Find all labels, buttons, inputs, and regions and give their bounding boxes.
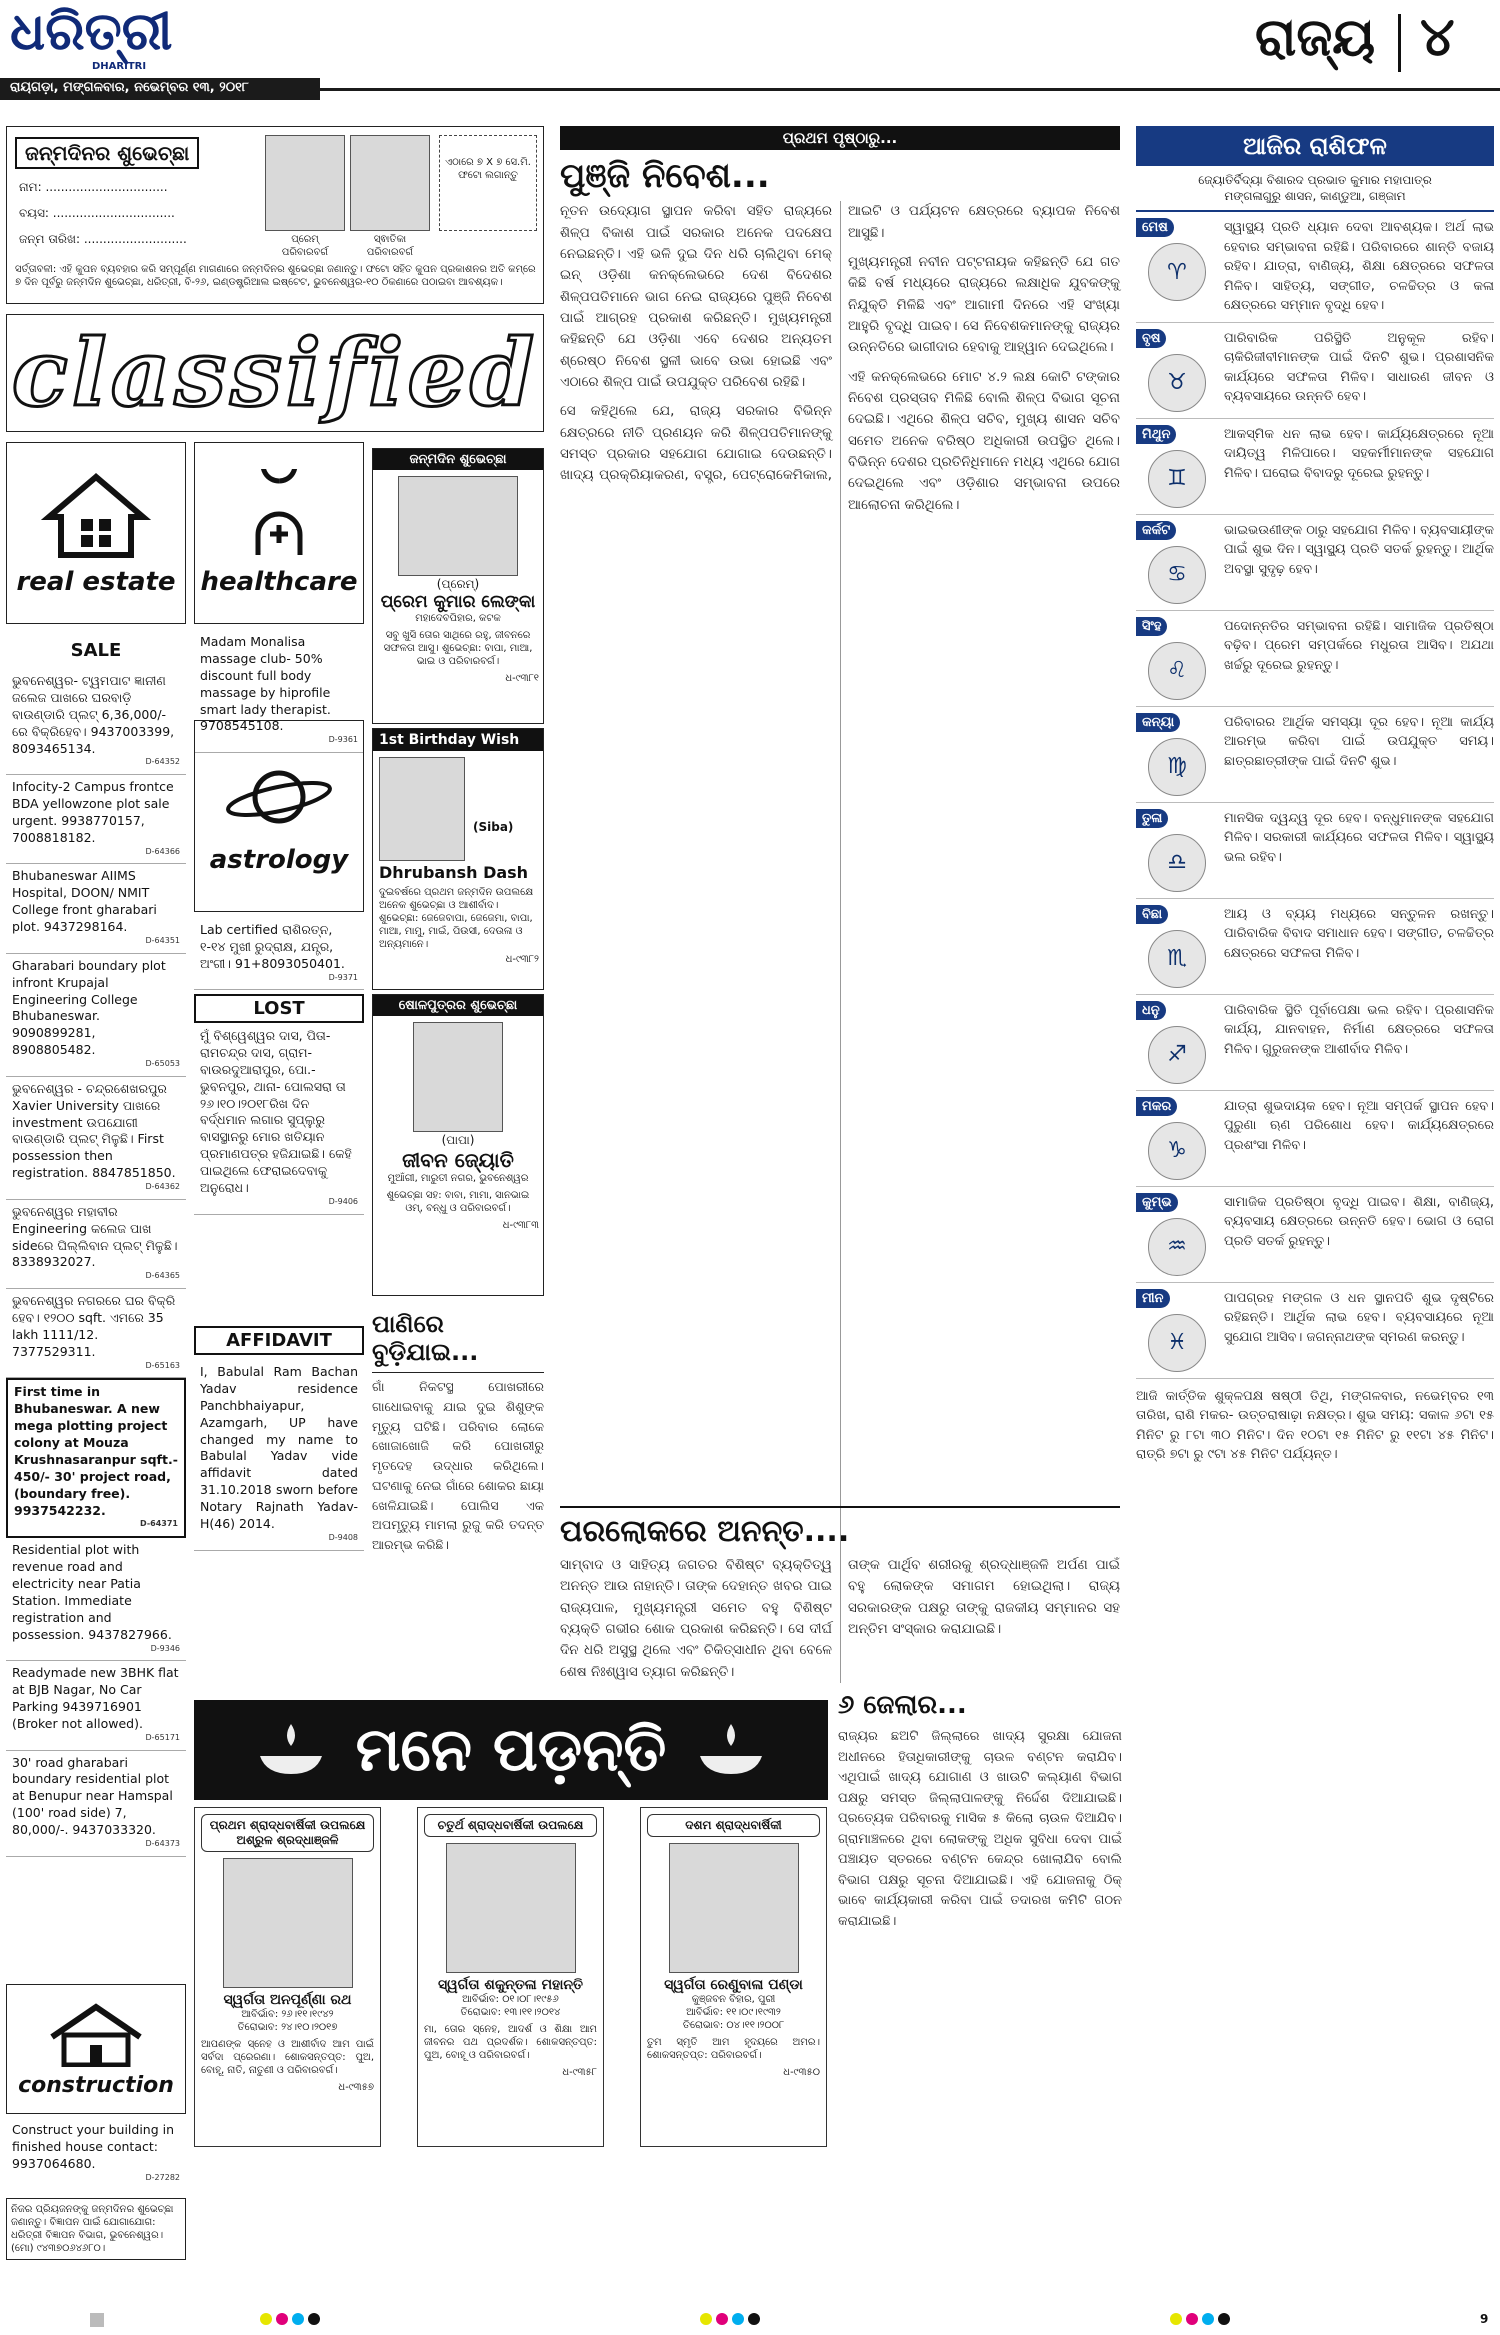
article-headline: ପରଲୋକରେ ଅନନ୍ତ.... (560, 1514, 850, 1549)
greeting-code: ଧ-୯୩୮୨ (505, 954, 539, 965)
list-item: Infocity-2 Campus frontce BDA yellowzone plot sale urgent. 9938770157, 7008818182. D-64366 (6, 775, 186, 864)
sign-name: ବିଛା (1136, 905, 1168, 924)
birthday-field-age[interactable]: ବୟସ: ................................ (19, 206, 175, 220)
dateline: ରାୟଗଡ଼ା, ମଙ୍ଗଳବାର, ନଭେମ୍ବର ୧୩, ୨୦୧୮ (10, 80, 249, 95)
virgo-icon: ♍ (1148, 738, 1206, 796)
healthcare-label: healthcare (200, 567, 358, 597)
sign-name: ମକର (1136, 1097, 1177, 1116)
real-estate-label: real estate (16, 567, 176, 597)
astrology-ad: Lab certified ରାଶିରତ୍ନ, ୧-୧୪ ମୁଖୀ ରୁଦ୍ରାକ୍ଷ, ଯନ୍ତ୍ର, ଅଂଗୀ। 91+8093050401. D-9371 (194, 918, 364, 990)
almanac: ଆଜି କାର୍ତ୍ତିକ ଶୁକ୍ଳପକ୍ଷ ଷଷ୍ଠୀ ତିଥି, ମଙ୍ଗଳବାର, ନଭେମ୍ବର ୧୩ ତାରିଖ, ରାଶି ମକର- ଉତ୍ତରାଷାଢ଼ା ନକ୍ଷତ୍ର। ଶୁଭ ସମୟ: ସକାଳ ୬ଟା ୧୫ ମିନିଟ ରୁ ୮ଟା ୩୦ ମିନିଟ। ଦିନ ୧୦ଟା ୧୫ ମିନିଟ ରୁ ୧୧ଟା ୪୫ ମିନିଟ। ରାତ୍ରି ୭ଟା ରୁ ୯ଟା ୪୫ ମିନିଟ ପର୍ଯ୍ୟନ୍ତ। (1136, 1388, 1494, 1463)
sign-name: କର୍କଟ (1136, 521, 1176, 540)
affidavit-ad: I, Babulal Ram Bachan Yadav residence Panchbhaiyapur, Azamgarh, UP have changed my name to Babulal Yadav vide affidavit dated 31.10.2018 sworn before Notary Rajnath Yadav- H(46) 2014. D-9408 (194, 1360, 364, 1551)
house-icon (41, 469, 151, 559)
lamp-icon (256, 1720, 326, 1780)
greeting-code: ଧ-୯୩୮୧ (505, 673, 539, 685)
list-item: ଭୁବନେଶ୍ୱର- ଟ୍ୱମପାଟ ଜ୍ଞାନୀଣ ଜଲେଜ ପାଖରେ ଘରବାଡ଼ି ବାଉଣ୍ଡାରି ପ୍ଲଟ୍ 6,36,000/-ରେ ବିକ୍ରିହେବ। 9437003399, 8093465134. D-64352 (6, 669, 186, 775)
article-headline: ପୁଞ୍ଜି ନିବେଶ... (560, 156, 770, 196)
print-marks (0, 2305, 1500, 2335)
greeting-caption: (ପାପା) (441, 1133, 475, 1147)
article-paragraph: ନୂତନ ଉଦ୍ୟୋଗ ସ୍ଥାପନ କରିବା ସହିତ ରାଜ୍ୟରେ ଶିଳ୍ପ ବିକାଶ ପାଇଁ ସରକାର ଅନେକ ପଦକ୍ଷେପ ନେଇଛନ୍ତି। ଏହି ଭଳି ଦୁଇ ଦିନ ଧରି ଚାଲିଥିବା ମେକ୍ ଇନ୍ ଓଡ଼ିଶା କନକ୍ଲେଭରେ ଦେଶ ବିଦେଶର ଶିଳ୍ପପତିମାନେ ଭାଗ ନେଇ ରାଜ୍ୟରେ ପୁଞ୍ଜି ନିବେଶ ପାଇଁ ଆଗ୍ରହ ପ୍ରକାଶ କରିଛନ୍ତି। ମୁଖ୍ୟମନ୍ତ୍ରୀ କହିଛନ୍ତି ଯେ ଓଡ଼ିଶା ଏବେ ଦେଶର ଅନ୍ୟତମ ଶ୍ରେଷ୍ଠ ନିବେଶ ସ୍ଥଳୀ ଭାବେ ଉଭା ହୋଇଛି ଏବଂ ଏଠାରେ ଶିଳ୍ପ ପାଇଁ ଉପଯୁକ୍ତ ପରିବେଶ ରହିଛି। (560, 203, 832, 391)
sign-name: ବୃଷ (1136, 329, 1166, 348)
list-item: First time in Bhubaneswar. A new mega plotting project colony at Mouza Krushnasaranpur sqft.- 450/- 30' project road, (boundary free). 9937542232. D-64371 (6, 1378, 186, 1538)
sign-leo (1136, 611, 1494, 707)
greeting-photo (413, 1022, 503, 1132)
sample-photo-boy (265, 135, 345, 231)
memorial-2 (417, 1807, 604, 2147)
greeting-name: ପ୍ରେମ କୁମାର ଲେଙ୍କା (380, 592, 536, 613)
sign-text: ପାପଗ୍ରହ ମଙ୍ଗଳ ଓ ଧନ ସ୍ଥାନପତି ଶୁଭ ଦୃଷ୍ଟିରେ ରହିଛନ୍ତି। ଆର୍ଥିକ ଲାଭ ହେବ। ବ୍ୟବସାୟରେ ନୂଆ ସୁଯୋଗ ଆସିବ। ଜଗନ୍ନାଥଙ୍କ ସ୍ମରଣ କରନ୍ତୁ। (1224, 1290, 1494, 1345)
horoscope-section (1136, 126, 1494, 1465)
sign-text: ଆୟ ଓ ବ୍ୟୟ ମଧ୍ୟରେ ସନ୍ତୁଳନ ରଖନ୍ତୁ। ପାରିବାରିକ ବିବାଦ ସମାଧାନ ହେବ। ସଙ୍ଗୀତ, ଚଳଚ୍ଚିତ୍ର କ୍ଷେତ୍ରରେ ସଫଳତା ମିଳିବ। (1224, 906, 1494, 961)
sample-photo-girl (350, 135, 430, 231)
greeting-photo (398, 476, 518, 576)
sign-cancer (1136, 515, 1494, 611)
sign-name: ଧନୁ (1136, 1001, 1166, 1020)
greeting-heading: ଷୋଳପୁତ୍ରର ଶୁଭେଚ୍ଛା (373, 995, 543, 1016)
greeting-text: ଶୁଭେଚ୍ଛା ସହ: ବାବା, ମାମା, ସାନଭାଇ ଓମ୍, ବନ୍ଧୁ ଓ ପରିବାରବର୍ଗ। (386, 1190, 530, 1215)
lost-ad: ମୁଁ ବିଶ୍ୱେଶ୍ୱର ଦାସ, ପିତା- ରାମଚନ୍ଦ୍ର ଦାସ, ଗ୍ରାମ- ବାଉରଦୁଆରାପୁର, ପୋ.- ଭୁବନପୁର, ଥାନା- ପୋଲସରା ତା ୨୬।୧୦।୨୦୧୮ରିଖ ଦିନ ବର୍ଦ୍ଧମାନ ଲଗାର ସୁପ୍ଲୁରୁ ବାସସ୍ଥାନରୁ ମୋର ଖତିୟାନ ପ୍ରମାଣପତ୍ର ହଜିଯାଇଛି। କେହି ପାଇଥିଲେ ଫେରାଇଦେବାକୁ ଅନୁରୋଧ। D-9406 (194, 1024, 364, 1215)
footer-page-number: 9 (1480, 2312, 1489, 2326)
sign-name: କୁମ୍ଭ (1136, 1193, 1178, 1212)
article-headline: ୬ ଜେଲାର... (838, 1690, 967, 1720)
memorial-1 (194, 1807, 381, 2147)
astrology-label: astrology (209, 845, 349, 875)
page-number: ୪ (1420, 5, 1455, 68)
memorial-photo (446, 1843, 576, 1973)
memorial-dates: ଆବିର୍ଭାବ: ୦୧।୦୮।୧୯୫୬ ତିରୋଭାବ: ୧୩।୧୧।୨୦୧୪ (460, 1994, 561, 2018)
memorial-code: ଧ-୯୩୫୮ (562, 2067, 597, 2078)
aries-icon: ♈ (1148, 243, 1206, 301)
sign-text: ପାରିବାରିକ ପରିସ୍ଥିତି ଅନୁକୂଳ ରହିବ। ଚାକିରିଜୀବୀମାନଙ୍କ ପାଇଁ ଦିନଟି ଶୁଭ। ପ୍ରଶାସନିକ କାର୍ଯ୍ୟରେ ସଫଳତା ମିଳିବ। ସାଧାରଣ ଜୀବନ ଓ ବ୍ୟବସାୟରେ ଉନ୍ନତି ହେବ। (1224, 330, 1494, 405)
greeting-name: ଜୀବନ ଜ୍ୟୋତି (402, 1148, 514, 1173)
memorial-heading: ଚତୁର୍ଥ ଶ୍ରାଦ୍ଧବାର୍ଷିକୀ ଉପଲକ୍ଷେ (424, 1814, 597, 1837)
sign-text: ପରିବାରର ଆର୍ଥିକ ସମସ୍ୟା ଦୂର ହେବ। ନୂଆ କାର୍ଯ୍ୟ ଆରମ୍ଭ କରିବା ପାଇଁ ଉପଯୁକ୍ତ ସମୟ। ଛାତ୍ରଛାତ୍ରୀଙ୍କ ପାଇଁ ଦିନଟି ଶୁଭ। (1224, 714, 1494, 769)
greeting-code: ଧ-୯୩୮୩ (502, 1220, 539, 1232)
capricorn-icon: ♑ (1148, 1122, 1206, 1180)
photo-caption-1: ପ୍ରେମ୍ ପରିବାରବର୍ଗ (281, 234, 329, 258)
article-paragraph: ସେ କହିଥିଲେ ଯେ, ରାଜ୍ୟ ସରକାର ବିଭିନ୍ନ କ୍ଷେତ୍ରରେ ନୀତି ପ୍ରଣୟନ କରି ଶିଳ୍ପପତିମାନଙ୍କୁ ସମସ୍ତ ପ୍ରକାର ସହଯୋଗ ଯୋଗାଇ ଦେଉଛନ୍ତି। ଖାଦ୍ୟ ପ୍ରକ୍ରିୟାକରଣ, ବସ୍ତ୍ର, ପେଟ୍ରୋକେମିକାଲ, ଆଇଟି ଓ ପର୍ଯ୍ୟଟନ କ୍ଷେତ୍ରରେ ବ୍ୟାପକ ନିବେଶ ଆସୁଛି। (560, 203, 1120, 484)
section-name: ରାଜ୍ୟ (1255, 8, 1376, 68)
greeting-box-2 (372, 728, 544, 990)
obituary-article (560, 1506, 1120, 1683)
memorial-3 (640, 1807, 827, 2147)
sign-text: ସାମାଜିକ ପ୍ରତିଷ୍ଠା ବୃଦ୍ଧି ପାଇବ। ଶିକ୍ଷା, ବାଣିଜ୍ୟ, ବ୍ୟବସାୟ କ୍ଷେତ୍ରରେ ଉନ୍ନତି ହେବ। ଭୋଗ ଓ ରୋଗ ପ୍ରତି ସତର୍କ ରୁହନ୍ତୁ। (1224, 1194, 1494, 1249)
taurus-icon: ♉ (1148, 354, 1206, 412)
memorial-text: ଆପଣଙ୍କ ସ୍ନେହ ଓ ଆଶୀର୍ବାଦ ଆମ ପାଇଁ ସର୍ବଦା ପ୍ରେରଣା। ଶୋକସନ୍ତପ୍ତ: ପୁଅ, ବୋହୂ, ନାତି, ନାତୁଣୀ ଓ ପରିବାରବର୍ଗ। (201, 2039, 374, 2076)
classified-footer-note: ନିଜର ପ୍ରିୟଜନଙ୍କୁ ଜନ୍ମଦିନର ଶୁଭେଚ୍ଛା ଜଣାନ୍ତୁ। ବିଜ୍ଞାପନ ପାଇଁ ଯୋଗାଯୋଗ: ଧରିତ୍ରୀ ବିଜ୍ଞାପନ ବିଭାଗ, ଭୁବନେଶ୍ୱର। (ମୋ) ୯୪୩୭୦୬୪୬୮୦। (6, 2198, 186, 2260)
pisces-icon: ♓ (1148, 1314, 1206, 1372)
article-body: ରାଜ୍ୟର ଛଅଟି ଜିଲ୍ଲାରେ ଖାଦ୍ୟ ସୁରକ୍ଷା ଯୋଜନା ଅଧୀନରେ ହିତାଧିକାରୀଙ୍କୁ ଚାଉଳ ବଣ୍ଟନ କରାଯିବ। ଏଥିପାଇଁ ଖାଦ୍ୟ ଯୋଗାଣ ଓ ଖାଉଟି କଲ୍ୟାଣ ବିଭାଗ ପକ୍ଷରୁ ସମସ୍ତ ଜିଲ୍ଲାପାଳଙ୍କୁ ନିର୍ଦ୍ଦେଶ ଦିଆଯାଇଛି। ପ୍ରତ୍ୟେକ ପରିବାରକୁ ମାସିକ ୫ କିଲୋ ଚାଉଳ ଦିଆଯିବ। ଗ୍ରାମାଞ୍ଚଳରେ ଥିବା ଲୋକଙ୍କୁ ଅଧିକ ସୁବିଧା ଦେବା ପାଇଁ ପଞ୍ଚାୟତ ସ୍ତରରେ ବଣ୍ଟନ କେନ୍ଦ୍ର ଖୋଲାଯିବ ବୋଲି ବିଭାଗ ପକ୍ଷରୁ ସୂଚନା ଦିଆଯାଇଛି। ଏହି ଯୋଜନାକୁ ଠିକ୍ ଭାବେ କାର୍ଯ୍ୟକାରୀ କରିବା ପାଇଁ ତଦାରଖ କମିଟି ଗଠନ କରାଯାଇଛି। (838, 1729, 1122, 1929)
memorial-banner-title: ମନେ ପଡ଼ନ୍ତି (355, 1715, 667, 1785)
sagittarius-icon: ♐ (1148, 1026, 1206, 1084)
classified-column-1 (6, 632, 186, 1857)
greeting-name: Dhrubansh Dash (379, 863, 529, 882)
affidavit-heading: AFFIDAVIT (194, 1326, 364, 1355)
astrology-category[interactable] (194, 720, 364, 912)
horoscope-byline: ଜ୍ୟୋତିର୍ବିଦ୍ୟା ବିଶାରଦ ପ୍ରଭାତ କୁମାର ମହାପାତ୍ର ମଙ୍ଗଳାଗୁରୁ ଶାସନ, କାଣ୍ଡୁଆ, ଗଞ୍ଜାମ (1136, 166, 1494, 212)
photo-slot[interactable]: ଏଠାରେ ୭ X ୭ ସେ.ମି. ଫଟୋ ଲଗାନ୍ତୁ (439, 135, 537, 231)
district-article (838, 1690, 1122, 1932)
sign-libra (1136, 803, 1494, 899)
sign-text: ମାନସିକ ଦ୍ୱନ୍ଦ୍ୱ ଦୂର ହେବ। ବନ୍ଧୁମାନଙ୍କ ସହଯୋଗ ମିଳିବ। ସରକାରୀ କାର୍ଯ୍ୟରେ ସଫଳତା ମିଳିବ। ସ୍ୱାସ୍ଥ୍ୟ ଭଲ ରହିବ। (1224, 810, 1494, 865)
list-item: Bhubaneswar AIIMS Hospital, DOON/ NMIT College front gharabari plot. 9437298164. D-64351 (6, 864, 186, 953)
health-icon (234, 469, 324, 559)
sign-text: ପାରିବାରିକ ସ୍ଥିତି ପୂର୍ବାପେକ୍ଷା ଭଲ ରହିବ। ପ୍ରଶାସନିକ କାର୍ଯ୍ୟ, ଯାନବାହନ, ନିର୍ମାଣ କ୍ଷେତ୍ରରେ ସଫଳତା ମିଳିବ। ଗୁରୁଜନଙ୍କ ଆଶୀର୍ବାଦ ମିଳିବ। (1224, 1002, 1494, 1057)
sign-text: ସ୍ୱାସ୍ଥ୍ୟ ପ୍ରତି ଧ୍ୟାନ ଦେବା ଆବଶ୍ୟକ। ଅର୍ଥ ଲାଭ ହେବାର ସମ୍ଭାବନା ରହିଛି। ପରିବାରରେ ଶାନ୍ତି ବଜାୟ ରହିବ। ଯାତ୍ରା, ବାଣିଜ୍ୟ, ଶିକ୍ଷା କ୍ଷେତ୍ରରେ ସଫଳତା ମିଳିବ। ସାହିତ୍ୟ, ସଙ୍ଗୀତ, ଚଳଚ୍ଚିତ୍ର ଓ କଳା କ୍ଷେତ୍ରରେ ସମ୍ମାନ ବୃଦ୍ଧି ହେବ। (1224, 220, 1494, 314)
memorial-text: ମା, ତୋର ସ୍ନେହ, ଆଦର୍ଶ ଓ ଶିକ୍ଷା ଆମ ଜୀବନର ପଥ ପ୍ରଦର୍ଶକ। ଶୋକସନ୍ତପ୍ତ: ପୁଅ, ବୋହୂ ଓ ପରିବାରବର୍ଗ। (424, 2024, 597, 2061)
sign-gemini (1136, 419, 1494, 515)
memorial-banner (194, 1700, 828, 1800)
sign-scorpio (1136, 899, 1494, 995)
list-item: ଭୁବନେଶ୍ୱର ମହାବୀର Engineering କଲେଜ ପାଖ sideରେ ଘିଲ୍ଲିବାନ ପ୍ଲଟ୍ ମିଳୁଛି। 8338932027. D-64365 (6, 1200, 186, 1289)
list-item: 30' road gharabari boundary residential plot at Benupur near Hamspal (100' road side) 7, 80,000/-. 9437033320. D-64373 (6, 1751, 186, 1857)
article-headline: ପାଣିରେ ବୁଡ଼ିଯାଇ... (372, 1310, 544, 1373)
memorial-code: ଧ-୯୩୫୦ (783, 2067, 820, 2078)
planet-icon (224, 757, 334, 837)
sign-capricorn (1136, 1091, 1494, 1187)
masthead-rule (320, 88, 1500, 91)
sign-text: ଭାଇଭଉଣୀଙ୍କ ଠାରୁ ସହଯୋଗ ମିଳିବ। ବ୍ୟବସାୟୀଙ୍କ ପାଇଁ ଶୁଭ ଦିନ। ସ୍ୱାସ୍ଥ୍ୟ ପ୍ରତି ସତର୍କ ରୁହନ୍ତୁ। ଆର୍ଥିକ ଅବସ୍ଥା ସୁଦୃଢ଼ ହେବ। (1224, 522, 1494, 577)
greeting-place: ମହାଦେବପିହାର, କଟକ (415, 613, 501, 625)
article-paragraph: ଏହି କନକ୍ଲେଭରେ ମୋଟ ୪.୨ ଲକ୍ଷ କୋଟି ଟଙ୍କାର ନିବେଶ ପ୍ରସ୍ତାବ ମିଳିଛି ବୋଲି ଶିଳ୍ପ ବିଭାଗ ସୂଚନା ଦେଇଛି। ଏଥିରେ ଶିଳ୍ପ ସଚିବ, ମୁଖ୍ୟ ଶାସନ ସଚିବ ସମେତ ଅନେକ ବରିଷ୍ଠ ଅଧିକାରୀ ଉପସ୍ଥିତ ଥିଲେ। ବିଭିନ୍ନ ଦେଶର ପ୍ରତିନିଧିମାନେ ମଧ୍ୟ ଏଥିରେ ଯୋଗ ଦେଇଥିଲେ ଏବଂ ଓଡ଼ିଶାର ସମ୍ଭାବନା ଉପରେ ଆଲୋଚନା କରିଥିଲେ। (848, 368, 1120, 513)
classified-title: classified (11, 319, 539, 427)
sign-name: କନ୍ୟା (1136, 713, 1180, 732)
greeting-place: ମୁଆଁଗୀ, ମାରୁତୀ ନଗର, ଭୁବନେଶ୍ୱର (387, 1173, 529, 1185)
section-divider (1398, 14, 1401, 72)
memorial-text: ତୁମ ସ୍ମୃତି ଆମ ହୃଦୟରେ ଅମର। ଶୋକସନ୍ତପ୍ତ: ପରିବାରବର୍ଗ। (647, 2037, 820, 2061)
memorial-heading: ପ୍ରଥମ ଶ୍ରାଦ୍ଧବାର୍ଷିକୀ ଉପଲକ୍ଷେ ଅଶ୍ରୁଳ ଶ୍ରଦ୍ଧାଞ୍ଜଳି (201, 1814, 374, 1852)
healthcare-category[interactable] (194, 442, 364, 624)
sign-pisces (1136, 1283, 1494, 1379)
logo-subtitle: DHARITRI (92, 61, 147, 72)
memorial-name: ସ୍ୱର୍ଗତା ଅନପୂର୍ଣ୍ଣା ରଥ (223, 1992, 352, 2008)
sign-text: ଯାତ୍ରା ଶୁଭଦାୟକ ହେବ। ନୂଆ ସମ୍ପର୍କ ସ୍ଥାପନ ହେବ। ପୁରୁଣା ଋଣ ପରିଶୋଧ ହେବ। କାର୍ଯ୍ୟକ୍ଷେତ୍ରରେ ପ୍ରଶଂସା ମିଳିବ। (1224, 1098, 1494, 1153)
memorial-code: ଧ-୯୩୫୭ (338, 2082, 374, 2093)
gemini-icon: ♊ (1148, 450, 1206, 508)
birthday-form-title: ଜନ୍ମଦିନର ଶୁଭେଚ୍ଛା (15, 137, 199, 169)
cancer-icon: ♋ (1148, 546, 1206, 604)
sign-name: ତୁଳା (1136, 809, 1168, 828)
article-paragraph: ସାମ୍ବାଦ ଓ ସାହିତ୍ୟ ଜଗତର ବିଶିଷ୍ଟ ବ୍ୟକ୍ତିତ୍ୱ ଅନନ୍ତ ଆଉ ନାହାନ୍ତି। ତାଙ୍କ ଦେହାନ୍ତ ଖବର ପାଇ ରାଜ୍ୟପାଳ, ମୁଖ୍ୟମନ୍ତ୍ରୀ ସମେତ ବହୁ ବିଶିଷ୍ଟ ବ୍ୟକ୍ତି ଗଭୀର ଶୋକ ପ୍ରକାଶ କରିଛନ୍ତି। ସେ ଦୀର୍ଘ ଦିନ ଧରି ଅସୁସ୍ଥ ଥିଲେ ଏବଂ ଚିକିତ୍ସାଧୀନ ଥିବା ବେଳେ ଶେଷ ନିଃଶ୍ୱାସ ତ୍ୟାଗ କରିଛନ୍ତି। (560, 1557, 832, 1680)
memorial-dates: ଆବିର୍ଭାବ: ୧୧।୦୯।୧୯୩୨ ତିରୋଭାବ: ୦୪।୧୧।୨୦୦୮ (682, 2007, 785, 2031)
sign-name: ମୀନ (1136, 1289, 1170, 1308)
construction-ad: Construct your building in finished house contact: 9937064680. D-27282 (12, 2122, 180, 2182)
article-kicker: ପ୍ରଥମ ପୃଷ୍ଠାରୁ... (560, 126, 1120, 150)
birthday-field-name[interactable]: ନାମ: ................................ (19, 180, 168, 194)
birthday-field-dob[interactable]: ଜନ୍ମ ତାରିଖ: ........................... (19, 232, 187, 246)
sign-sagittarius (1136, 995, 1494, 1091)
sign-text: ପଦୋନ୍ନତିର ସମ୍ଭାବନା ରହିଛି। ସାମାଜିକ ପ୍ରତିଷ୍ଠା ବଢ଼ିବ। ପ୍ରେମ ସମ୍ପର୍କରେ ମଧୁରତା ଆସିବ। ଅଯଥା ଖର୍ଚ୍ଚରୁ ଦୂରେଇ ରୁହନ୍ତୁ। (1224, 618, 1494, 673)
sign-text: ଆକସ୍ମିକ ଧନ ଲାଭ ହେବ। କାର୍ଯ୍ୟକ୍ଷେତ୍ରରେ ନୂଆ ଦାୟିତ୍ୱ ମିଳିପାରେ। ସହକର୍ମୀମାନଙ୍କ ସହଯୋଗ ମିଳିବ। ଘରୋଇ ବିବାଦରୁ ଦୂରେଇ ରୁହନ୍ତୁ। (1224, 426, 1494, 481)
greeting-photo (379, 757, 465, 861)
memorial-dates: ଆବିର୍ଭାବ: ୨୬।୧୧।୧୯୪୨ ତିରୋଭାବ: ୨୪।୧୦।୨୦୧୭ (237, 2009, 338, 2033)
sign-name: ମେଷ (1136, 218, 1174, 237)
greeting-box-1 (372, 448, 544, 724)
memorial-photo (223, 1858, 353, 1988)
greeting-caption: (Siba) (473, 820, 514, 834)
list-item: ଭୁବନେଶ୍ୱର - ଚନ୍ଦ୍ରଶେଖରପୁର Xavier University ପାଖରେ investment ଉପଯୋଗୀ ବାଉଣ୍ଡାରି ପ୍ଲଟ୍ ମିଳୁଛି। First possession then registration. 8847851850. D-64362 (6, 1077, 186, 1200)
article-paragraph: ତାଙ୍କ ପାର୍ଥିବ ଶରୀରକୁ ଶ୍ରଦ୍ଧାଞ୍ଜଳି ଅର୍ପଣ ପାଇଁ ବହୁ ଲୋକଙ୍କ ସମାଗମ ହୋଇଥିଲା। ରାଜ୍ୟ ସରକାରଙ୍କ ପକ୍ଷରୁ ତାଙ୍କୁ ରାଜକୀୟ ସମ୍ମାନର ସହ ଅନ୍ତିମ ସଂସ୍କାର କରାଯାଇଛି। (848, 1557, 1120, 1637)
memorial-name: ସ୍ୱର୍ଗତା ରେଣୁବାଳା ପଣ୍ଡା (664, 1977, 803, 1993)
real-estate-category[interactable] (6, 442, 186, 624)
sign-aries (1136, 212, 1494, 323)
memorial-heading: ଦଶମ ଶ୍ରାଦ୍ଧବାର୍ଷିକୀ (647, 1814, 820, 1837)
sign-name: ମିଥୁନ (1136, 425, 1176, 444)
birthday-form-note: ସର୍ତ୍ତାବଳୀ: ଏହି କୁପନ ବ୍ୟବହାର କରି ସମ୍ପୂର୍ଣ୍ଣ ମାଗଣାରେ ଜନ୍ମଦିନର ଶୁଭେଚ୍ଛା ଜଣାନ୍ତୁ। ଫଟୋ ସହିତ କୁପନ ପ୍ରକାଶନର ଅତି କମ୍‌ରେ ୭ ଦିନ ପୂର୍ବରୁ ଜନ୍ମଦିନ ଶୁଭେଚ୍ଛା, ଧରିତ୍ରୀ, ବି-୨୬, ଇଣ୍ଡଷ୍ଟ୍ରିଆଲ ଇଷ୍ଟେଟ, ଭୁବନେଶ୍ୱର-୧୦ ଠିକଣାରେ ପଠାଇବା ଆବଶ୍ୟକ। (15, 264, 536, 288)
memorial-place: କୁଞ୍ଜବନ ବିହାର, ପୁରୀ (691, 1994, 776, 2005)
article-drowning (372, 1310, 544, 1555)
greeting-text: ଦୁଇବର୍ଷରେ ପ୍ରଥମ ଜନ୍ମଦିନ ଉପଲକ୍ଷେ ଅନେକ ଶୁଭେଚ୍ଛା ଓ ଆଶୀର୍ବାଦ। ଶୁଭେଚ୍ଛା: ଜେଜେବାପା, ଜେଜେମା, ବାପା, ମାଆ, ମାମୁ, ମାଇଁ, ପିଉସୀ, ଦେଉଳା ଓ ଅନ୍ୟମାନେ। (379, 887, 534, 950)
greeting-heading: 1st Birthday Wish (373, 729, 543, 751)
sign-name: ସିଂହ (1136, 617, 1167, 636)
lamp-icon (696, 1720, 766, 1780)
greeting-caption: (ପ୍ରେମ୍) (436, 577, 480, 591)
memorial-name: ସ୍ୱର୍ଗତା ଶକୁନ୍ତଳା ମହାନ୍ତି (437, 1977, 584, 1993)
birthday-form (6, 126, 544, 304)
aquarius-icon: ♒ (1148, 1218, 1206, 1276)
main-article (560, 126, 1120, 1561)
classified-banner (6, 314, 544, 432)
masthead (0, 0, 1500, 100)
sale-heading: SALE (70, 640, 122, 661)
healthcare-ad: Madam Monalisa massage club- 50% discount full body massage by hiprofile smart lady therapist. 9708545108. D-9361 (194, 630, 364, 753)
scorpio-icon: ♏ (1148, 930, 1206, 988)
list-item: Residential plot with revenue road and electricity near Patia Station. Immediate registration and possession. 9437827966. D-9346 (6, 1538, 186, 1661)
construction-category[interactable] (6, 1984, 186, 2114)
memorial-photo (669, 1843, 799, 1973)
libra-icon: ♎ (1148, 834, 1206, 892)
sign-taurus (1136, 323, 1494, 419)
construction-label: construction (18, 2072, 174, 2098)
sign-aquarius (1136, 1187, 1494, 1283)
greeting-text: ସବୁ ଖୁସି ତୋର ସାଥିରେ ରହୁ, ଜୀବନରେ ସଫଳତା ଆସୁ। ଶୁଭେଚ୍ଛା: ବାପା, ମାଆ, ଭାଇ ଓ ପରିବାରବର୍ଗ। (383, 630, 533, 668)
article-paragraph: ମୁଖ୍ୟମନ୍ତ୍ରୀ ନବୀନ ପଟ୍ଟନାୟକ କହିଛନ୍ତି ଯେ ଗତ କିଛି ବର୍ଷ ମଧ୍ୟରେ ରାଜ୍ୟରେ ଲକ୍ଷାଧିକ ଯୁବକଙ୍କୁ ନିଯୁକ୍ତି ମିଳିଛି ଏବଂ ଆଗାମୀ ଦିନରେ ଏହି ସଂଖ୍ୟା ଆହୁରି ବୃଦ୍ଧି ପାଇବ। ସେ ନିବେଶକମାନଙ୍କୁ ରାଜ୍ୟର ଉନ୍ନତିରେ ଭାଗୀଦାର ହେବାକୁ ଆହ୍ୱାନ ଦେଇଥିଲେ। (848, 254, 1120, 356)
horoscope-title: ଆଜିର ରାଶିଫଳ (1136, 126, 1494, 166)
list-item: Readymade new 3BHK flat at BJB Nagar, No Car Parking 9439716901 (Broker not allowed). D-65171 (6, 1661, 186, 1750)
logo: ଧରିତ୍ରୀ (10, 2, 173, 62)
leo-icon: ♌ (1148, 642, 1206, 700)
sign-virgo (1136, 707, 1494, 803)
list-item: Gharabari boundary plot infront Krupajal Engineering College Bhubaneswar. 9090899281, 8908805482. D-65053 (6, 954, 186, 1077)
greeting-heading: ଜନ୍ମଦିନ ଶୁଭେଚ୍ଛା (373, 449, 543, 470)
article-body: ଗାଁ ନିକଟସ୍ଥ ପୋଖରୀରେ ଗାଧୋଇବାକୁ ଯାଇ ଦୁଇ ଶିଶୁଙ୍କ ମୃତ୍ୟୁ ଘଟିଛି। ପରିବାର ଲୋକେ ଖୋଜାଖୋଜି କରି ପୋଖରୀରୁ ମୃତଦେହ ଉଦ୍ଧାର କରିଥିଲେ। ଘଟଣାକୁ ନେଇ ଗାଁରେ ଶୋକର ଛାୟା ଖେଳିଯାଇଛି। ପୋଲିସ ଏକ ଅପମୃତ୍ୟୁ ମାମଲା ରୁଜୁ କରି ତଦନ୍ତ ଆରମ୍ଭ କରିଛି। (372, 1379, 544, 1552)
greeting-box-3 (372, 994, 544, 1296)
house-outline-icon (46, 2001, 146, 2067)
photo-caption-2: ସ୍ଵାତିକା ପରିବାରବର୍ଗ (366, 234, 414, 258)
lost-heading: LOST (194, 994, 364, 1023)
list-item: ଭୁବନେଶ୍ୱର ନଗରରେ ଘର ବିକ୍ରି ହେବ। ୧୨୦୦ sqft. ଏମରେ 35 lakh 1111/12. 7377529311. D-65163 (6, 1289, 186, 1378)
